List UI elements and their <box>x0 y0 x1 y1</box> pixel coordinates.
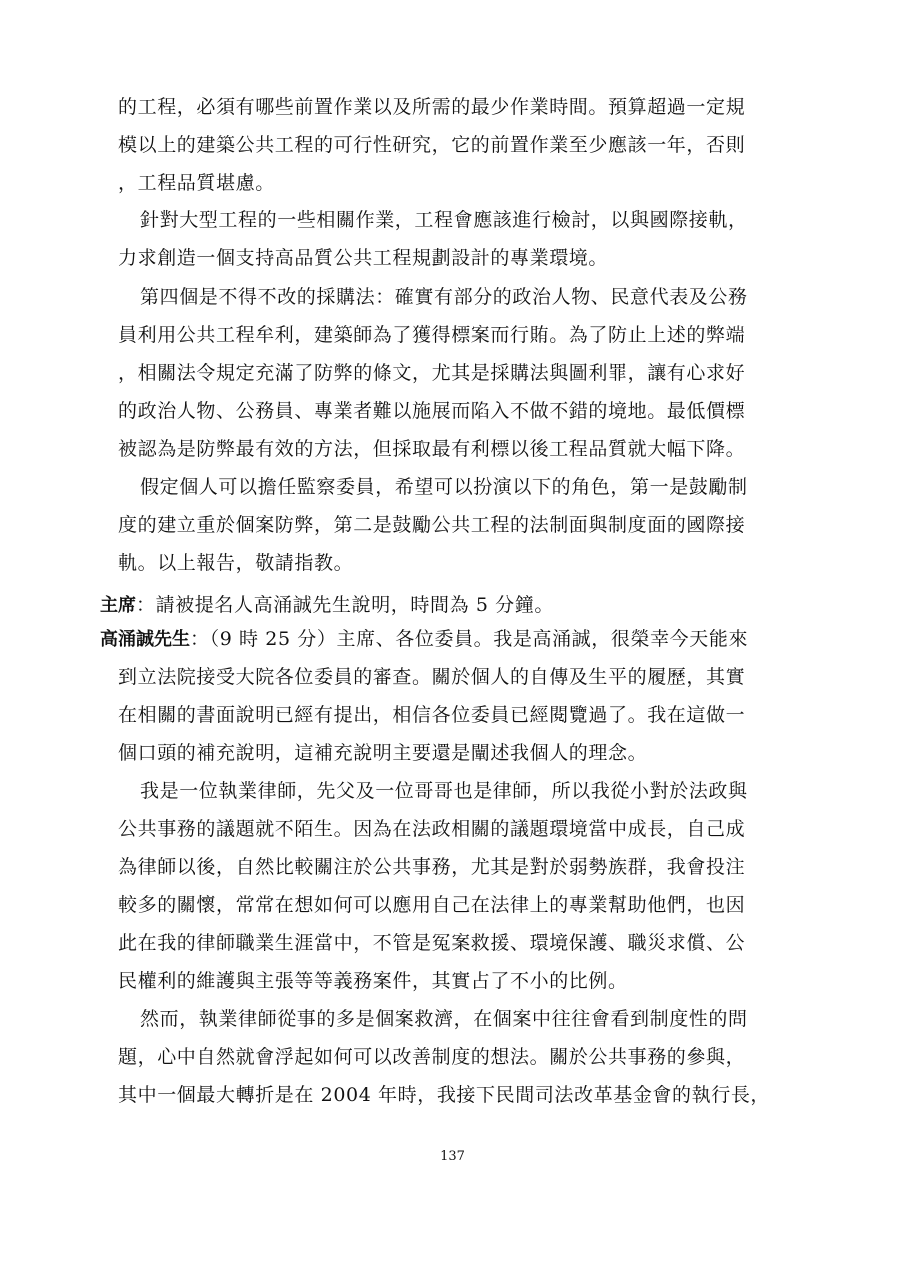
text-line: 為律師以後，自然比較關注於公共事務，尤其是對於弱勢族群，我會投注 <box>118 856 746 878</box>
speaker-label-chair: 主席 <box>100 595 136 616</box>
chair-line <box>100 593 554 618</box>
text-line: 題，心中自然就會浮起如何可以改善制度的想法。關於公共事務的參與， <box>118 1046 746 1068</box>
text-line: 軌。以上報告，敬請指教。 <box>118 552 354 574</box>
text-line: 力求創造一個支持高品質公共工程規劃設計的專業環境。 <box>118 247 609 269</box>
text-line: ，相關法令規定充滿了防弊的條文，尤其是採購法與圖利罪，讓有心求好 <box>118 362 746 384</box>
text-line: 此在我的律師職業生涯當中，不管是冤案救援、環境保護、職災求償、公 <box>118 932 746 954</box>
text-line: 度的建立重於個案防弊，第二是鼓勵公共工程的法制面與制度面的國際接 <box>118 514 746 536</box>
text-line: 員利用公共工程牟利，建築師為了獲得標案而行賄。為了防止上述的弊端 <box>118 324 746 346</box>
text-line: 在相關的書面說明已經有提出，相信各位委員已經閱覽過了。我在這做一 <box>118 704 746 726</box>
text-line: 到立法院接受大院各位委員的審查。關於個人的自傳及生平的履歷，其實 <box>118 666 746 688</box>
text-line: 民權利的維護與主張等等義務案件，其實占了不小的比例。 <box>118 970 628 992</box>
text-line: 我是一位執業律師，先父及一位哥哥也是律師，所以我從小對於法政與 <box>140 780 748 802</box>
gao-first-text: ：（9 時 25 分）主席、各位委員。我是高涌誠，很榮幸今天能來 <box>190 628 749 650</box>
text-line: 的政治人物、公務員、專業者難以施展而陷入不做不錯的境地。最低價標 <box>118 400 746 422</box>
text-line: 第四個是不得不改的採購法：確實有部分的政治人物、民意代表及公務 <box>140 286 748 308</box>
text-line: 的工程，必須有哪些前置作業以及所需的最少作業時間。預算超過一定規 <box>118 96 746 118</box>
chair-text: ：請被提名人高涌誠先生說明，時間為 5 分鐘。 <box>136 594 554 616</box>
text-line: 針對大型工程的一些相關作業，工程會應該進行檢討，以與國際接軌， <box>140 209 748 231</box>
text-line: 然而，執業律師從事的多是個案救濟，在個案中往往會看到制度性的問 <box>140 1008 748 1030</box>
text-line: 公共事務的議題就不陌生。因為在法政相關的議題環境當中成長，自己成 <box>118 818 746 840</box>
text-line: 假定個人可以擔任監察委員，希望可以扮演以下的角色，第一是鼓勵制 <box>140 476 748 498</box>
text-line: ，工程品質堪慮。 <box>118 172 275 194</box>
gao-first-line <box>100 627 748 652</box>
text-line: 較多的關懷，常常在想如何可以應用自己在法律上的專業幫助他們，也因 <box>118 894 746 916</box>
text-line: 其中一個最大轉折是在 2004 年時，我接下民間司法改革基金會的執行長， <box>118 1084 771 1106</box>
text-line: 模以上的建築公共工程的可行性研究，它的前置作業至少應該一年，否則 <box>118 134 746 156</box>
page-number: 137 <box>440 1149 465 1164</box>
text-line: 個口頭的補充說明，這補充說明主要還是闡述我個人的理念。 <box>118 742 648 764</box>
text-line: 被認為是防弊最有效的方法，但採取最有利標以後工程品質就大幅下降。 <box>118 438 746 460</box>
speaker-label-gao: 高涌誠先生 <box>100 629 190 650</box>
